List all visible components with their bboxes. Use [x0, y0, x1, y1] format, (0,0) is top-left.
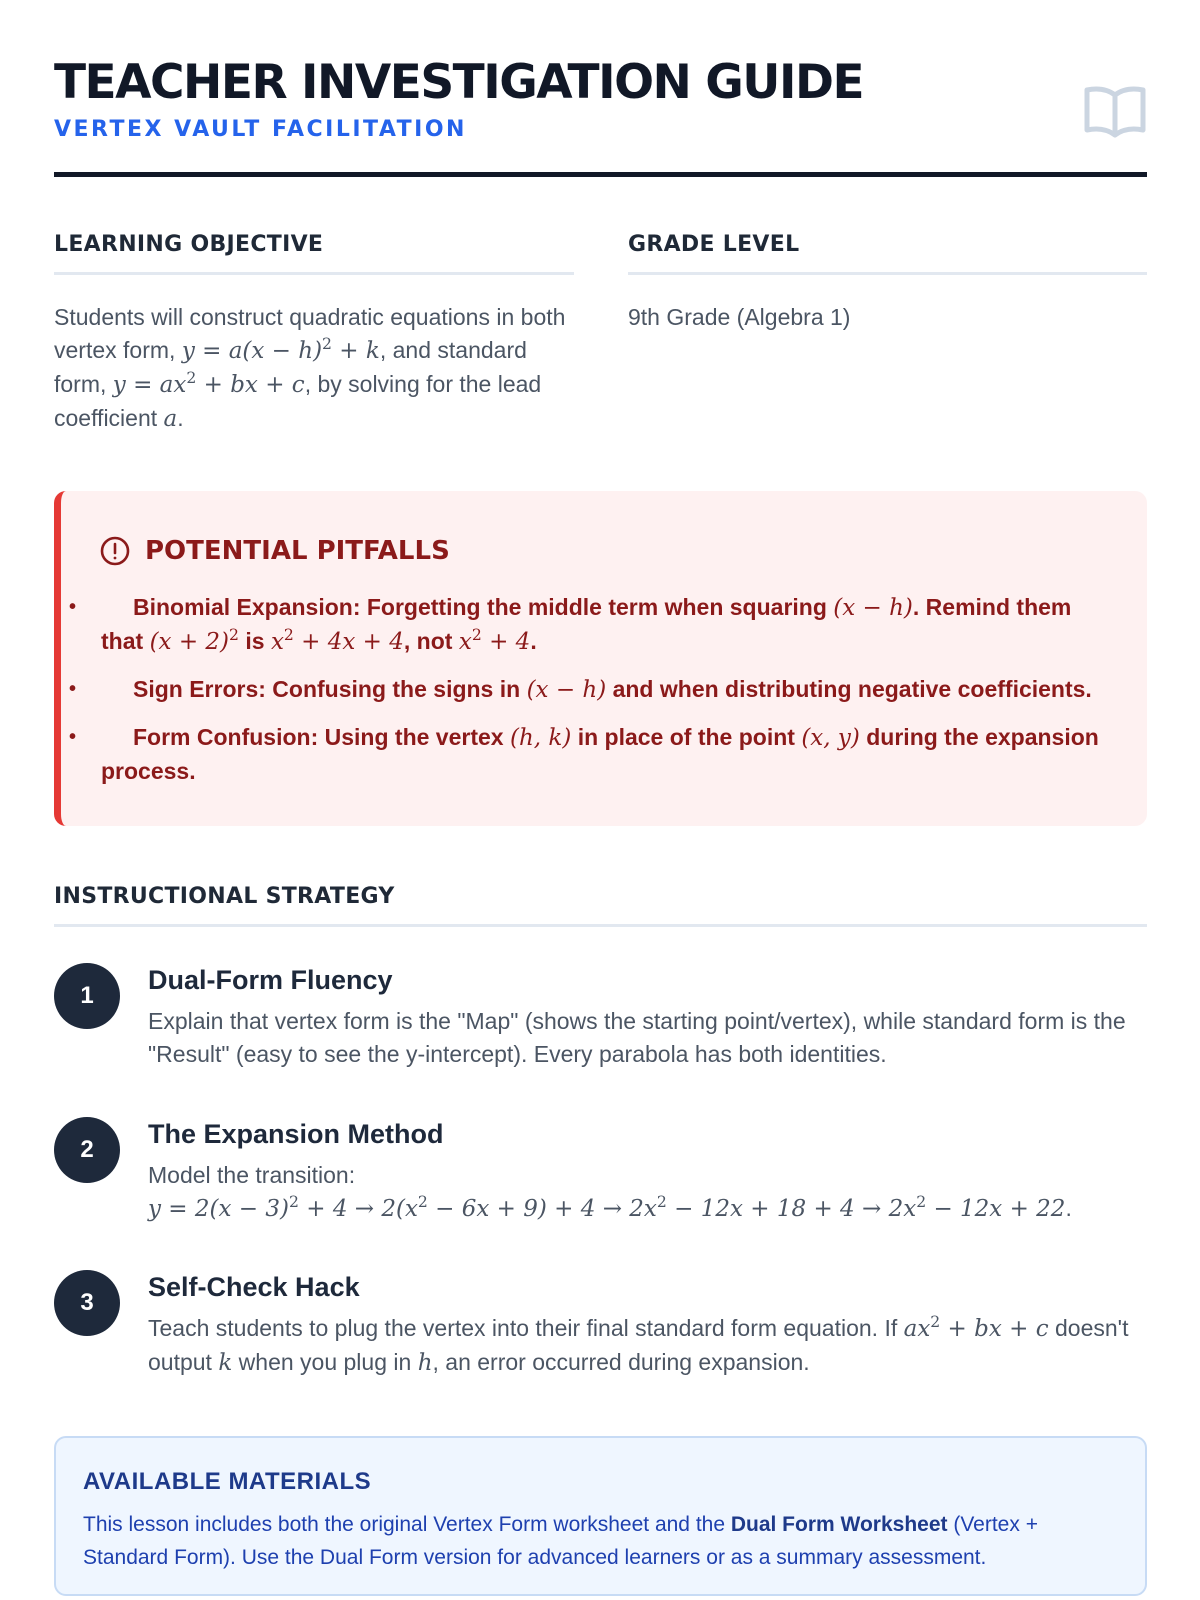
page-title: TEACHER INVESTIGATION GUIDE: [54, 55, 864, 110]
teacher-guide-page: [54, 0, 1147, 1600]
standard-form-equation: $y = ax^2$ + bx + c: [112, 368, 305, 398]
vertex-form-equation: $y = a(x - h)^2 + k$: [181, 334, 380, 364]
learning-objective-text: Students will construct quadratic equations in both vertex form, $y = a(x - h)^2 + k$, and standard form, $y = ax^2$ + bx + c, by solving for the lead coefficient a.: [54, 304, 566, 432]
step-number-badge: 3: [54, 1270, 120, 1336]
step-description: Teach students to plug the vertex into their final standard form equation. If $ax^2$ + bx + c doesn't output k when you plug in h, an error occurred during expansion.: [148, 1312, 1129, 1376]
step-title: Dual-Form Fluency: [148, 965, 393, 995]
materials-heading: AVAILABLE MATERIALS: [83, 1468, 372, 1495]
pitfalls-list: [101, 591, 1101, 802]
alert-circle-icon: [99, 535, 131, 567]
pitfalls-heading: POTENTIAL PITFALLS: [145, 536, 450, 566]
pitfall-form-confusion: • Form Confusion: Using the vertex (h, k) in place of the point (x, y) during the expansion process.: [101, 721, 1101, 788]
page-header: [54, 55, 1147, 180]
step-number-badge: 2: [54, 1117, 120, 1183]
expansion-equation: $y = 2(x - 3)^2 + 4 \to 2(x^2 - 6x + 9) + 4 \to 2x^2 - 12x + 18 + 4 \to 2x^2 - 12x + 22$: [148, 1192, 1066, 1222]
instructional-strategy-section: [54, 884, 1147, 927]
pitfall-sign-errors: • Sign Errors: Confusing the signs in (x − h) and when distributing negative coefficients.: [101, 673, 1101, 707]
grade-level-value: 9th Grade (Algebra 1): [628, 304, 851, 330]
potential-pitfalls-callout: [54, 491, 1147, 826]
grade-level-section: [628, 232, 1147, 334]
grade-level-heading: GRADE LEVEL: [628, 232, 800, 257]
pitfall-binomial-expansion: • Binomial Expansion: Forgetting the middle term when squaring (x − h). Remind them that $(x + 2)^2$ is $x^2 + 4x + 4$, not $x^2 + 4$.: [101, 591, 1101, 659]
learning-objective-heading: LEARNING OBJECTIVE: [54, 232, 324, 257]
step-title: Self-Check Hack: [148, 1272, 360, 1302]
open-book-icon: [1083, 83, 1147, 143]
materials-text: This lesson includes both the original Vertex Form worksheet and the Dual Form Worksheet (Vertex + Standard Form). Use the Dual Form version for advanced learners or as a summary assessment.: [83, 1513, 1038, 1569]
learning-objective-section: [54, 232, 574, 436]
step-description: Explain that vertex form is the "Map" (shows the starting point/vertex), while standard form is the "Result" (easy to see the y-intercept). Every parabola has both identities.: [148, 1008, 1126, 1067]
header-divider: [54, 172, 1147, 177]
step-description: Model the transition: $y = 2(x - 3)^2 + 4 \to 2(x^2 - 6x + 9) + 4 \to 2x^2 - 12x + 18 + 4 \to 2x^2 - 12x + 22$.: [148, 1162, 1072, 1222]
section-divider: [628, 272, 1147, 275]
step-title: The Expansion Method: [148, 1119, 444, 1149]
step-number-badge: 1: [54, 963, 120, 1029]
section-divider: [54, 924, 1147, 927]
available-materials-callout: [54, 1436, 1147, 1596]
instructional-strategy-heading: INSTRUCTIONAL STRATEGY: [54, 884, 395, 909]
section-divider: [54, 272, 574, 275]
dual-form-worksheet-label: Dual Form Worksheet: [730, 1513, 948, 1536]
page-subtitle: VERTEX VAULT FACILITATION: [54, 117, 467, 142]
